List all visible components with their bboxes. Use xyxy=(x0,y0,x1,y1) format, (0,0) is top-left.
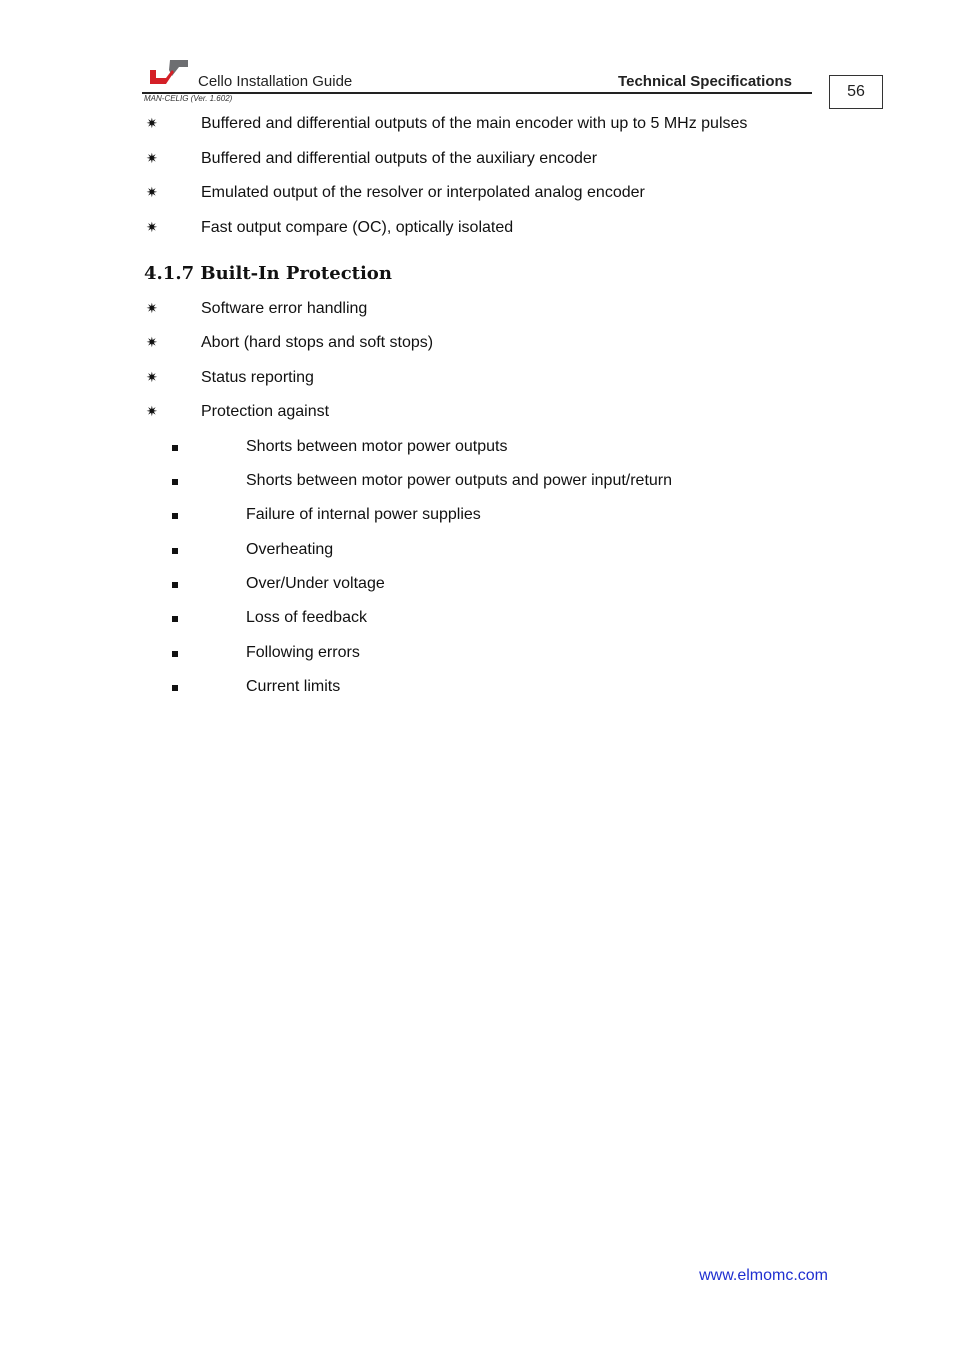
sub-list-item-text: Shorts between motor power outputs and power input/return xyxy=(246,472,673,489)
document-version: MAN-CELIG (Ver. 1.602) xyxy=(144,94,233,103)
website-link[interactable]: www.elmomc.com xyxy=(699,1267,828,1284)
bullet-star-icon: ✷ xyxy=(146,219,158,235)
bullet-star-icon: ✷ xyxy=(146,184,158,200)
list-item-text: Fast output compare (OC), optically isolated xyxy=(201,219,514,236)
page-header xyxy=(142,56,814,106)
section-title: Technical Specifications xyxy=(618,73,792,90)
bullet-square-icon xyxy=(172,616,178,622)
page-number: 56 xyxy=(829,75,883,109)
bullet-star-icon: ✷ xyxy=(146,403,158,419)
list-item-text: Emulated output of the resolver or interpolated analog encoder xyxy=(201,184,645,201)
list-item-text: Protection against xyxy=(201,403,330,420)
bullet-star-icon: ✷ xyxy=(146,300,158,316)
bullet-square-icon xyxy=(172,548,178,554)
bullet-star-icon: ✷ xyxy=(146,369,158,385)
header-divider xyxy=(142,92,812,94)
elmo-logo-icon xyxy=(148,58,190,88)
list-item-text: Software error handling xyxy=(201,300,368,317)
list-item-text: Buffered and differential outputs of the main encoder with up to 5 MHz pulses xyxy=(201,115,748,132)
section-heading: 4.1.7 Built-In Protection xyxy=(144,263,392,284)
bullet-star-icon: ✷ xyxy=(146,334,158,350)
sub-list-item-text: Loss of feedback xyxy=(246,609,367,626)
bullet-square-icon xyxy=(172,685,178,691)
bullet-square-icon xyxy=(172,651,178,657)
guide-title: Cello Installation Guide xyxy=(198,73,353,90)
list-item-text: Buffered and differential outputs of the auxiliary encoder xyxy=(201,150,598,167)
list-item-text: Abort (hard stops and soft stops) xyxy=(201,334,434,351)
bullet-star-icon: ✷ xyxy=(146,150,158,166)
sub-list-item-text: Failure of internal power supplies xyxy=(246,506,481,523)
bullet-square-icon xyxy=(172,479,178,485)
bullet-star-icon: ✷ xyxy=(146,115,158,131)
sub-list-item-text: Over/Under voltage xyxy=(246,575,385,592)
list-item-text: Status reporting xyxy=(201,369,314,386)
sub-list-item-text: Following errors xyxy=(246,644,360,661)
bullet-square-icon xyxy=(172,445,178,451)
sub-list-item-text: Shorts between motor power outputs xyxy=(246,438,508,455)
sub-list-item-text: Overheating xyxy=(246,541,334,558)
bullet-square-icon xyxy=(172,582,178,588)
sub-list-item-text: Current limits xyxy=(246,678,341,695)
bullet-square-icon xyxy=(172,513,178,519)
